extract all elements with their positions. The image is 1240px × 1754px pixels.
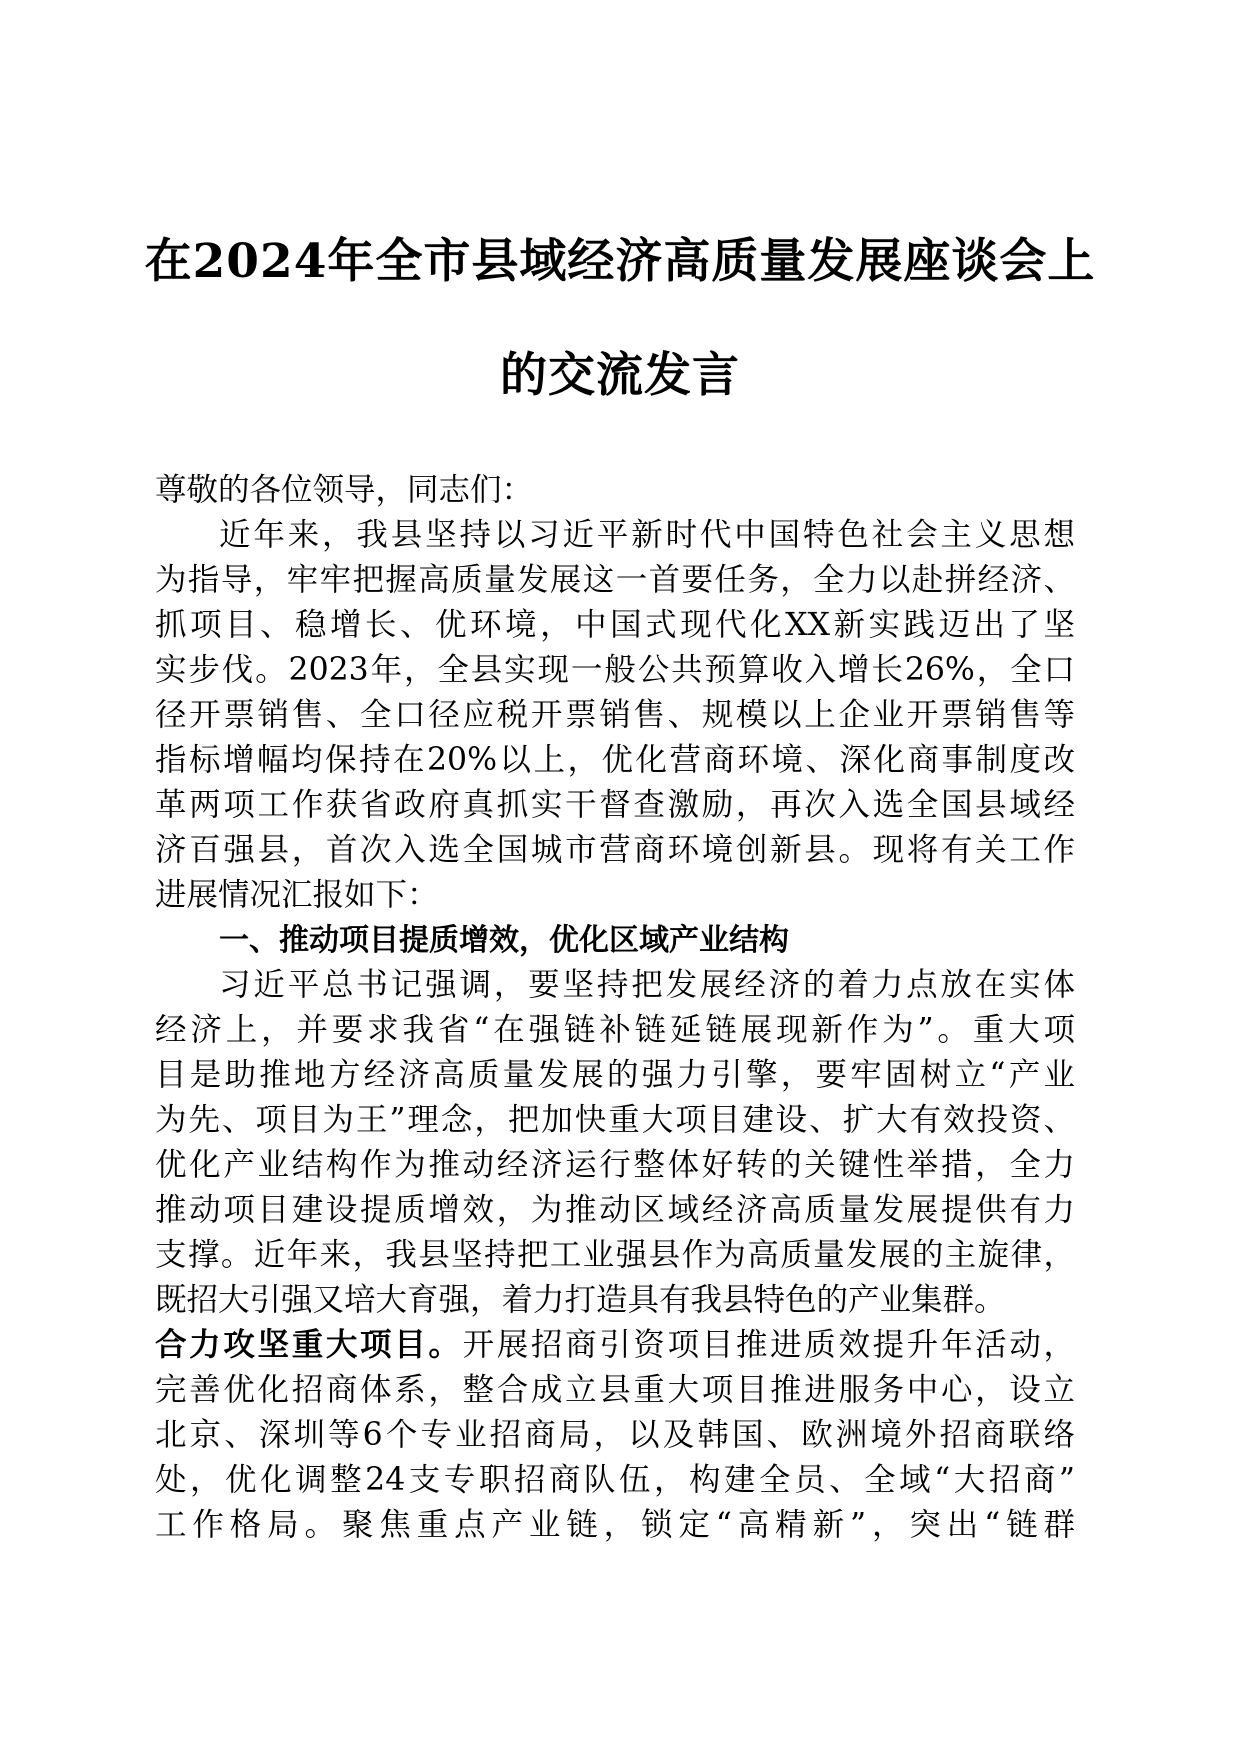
- paragraph-line: 完善优化招商体系，整合成立县重大项目推进服务中心，设立: [155, 1372, 1075, 1408]
- paragraph-line: 济百强县，首次入选全国城市营商环境创新县。现将有关工作: [155, 832, 1075, 868]
- paragraph-line: 指标增幅均保持在20%以上，优化营商环境、深化商事制度改: [155, 742, 1075, 778]
- salutation: 尊敬的各位领导，同志们：: [155, 472, 534, 508]
- document-title-line-2: 的交流发言: [500, 348, 740, 403]
- paragraph-line: 抓项目、稳增长、优环境，中国式现代化XX新实践迈出了坚: [155, 607, 1075, 643]
- paragraph-line: 为指导，牢牢把握高质量发展这一首要任务，全力以赴拼经济、: [155, 562, 1075, 598]
- paragraph-line: 目是助推地方经济高质量发展的强力引擎，要牢固树立“产业: [155, 1057, 1075, 1093]
- bold-lead-text: 合力攻坚重大项目。: [155, 1327, 463, 1363]
- paragraph-line: 近年来，我县坚持以习近平新时代中国特色社会主义思想: [219, 517, 1075, 553]
- section-heading: 一、推动项目提质增效，优化区域产业结构: [219, 923, 789, 958]
- paragraph-line: 经济上，并要求我省“在强链补链延链展现新作为”。重大项: [155, 1012, 1075, 1048]
- paragraph-line: 优化产业结构作为推动经济运行整体好转的关键性举措，全力: [155, 1147, 1075, 1183]
- paragraph-line: 习近平总书记强调，要坚持把发展经济的着力点放在实体: [219, 967, 1075, 1003]
- paragraph-line: 支撑。近年来，我县坚持把工业强县作为高质量发展的主旋律，: [155, 1237, 1075, 1273]
- paragraph-line: 既招大引强又培大育强，着力打造具有我县特色的产业集群。: [155, 1282, 1006, 1318]
- paragraph-line: 北京、深圳等6个专业招商局，以及韩国、欧洲境外招商联络: [155, 1417, 1075, 1453]
- paragraph-line-with-bold-lead: [155, 1323, 1075, 1368]
- paragraph-line: 实步伐。2023年，全县实现一般公共预算收入增长26%，全口: [155, 652, 1075, 688]
- paragraph-line: 进展情况汇报如下：: [155, 877, 439, 913]
- paragraph-line: 革两项工作获省政府真抓实干督查激励，再次入选全国县域经: [155, 787, 1075, 823]
- document-title-line-1: 在2024年全市县域经济高质量发展座谈会上: [144, 234, 1096, 289]
- paragraph-line: 工作格局。聚焦重点产业链，锁定“高精新”，突出“链群: [155, 1507, 1075, 1543]
- paragraph-line: 为先、项目为王”理念，把加快重大项目建设、扩大有效投资、: [155, 1102, 1075, 1138]
- paragraph-line: 径开票销售、全口径应税开票销售、规模以上企业开票销售等: [155, 697, 1075, 733]
- paragraph-line: 推动项目建设提质增效，为推动区域经济高质量发展提供有力: [155, 1192, 1075, 1228]
- paragraph-line: 处，优化调整24支专职招商队伍，构建全员、全域“大招商”: [155, 1462, 1075, 1498]
- document-body: [155, 468, 1075, 1548]
- paragraph-line-text: 开展招商引资项目推进质效提升年活动，: [462, 1327, 1075, 1363]
